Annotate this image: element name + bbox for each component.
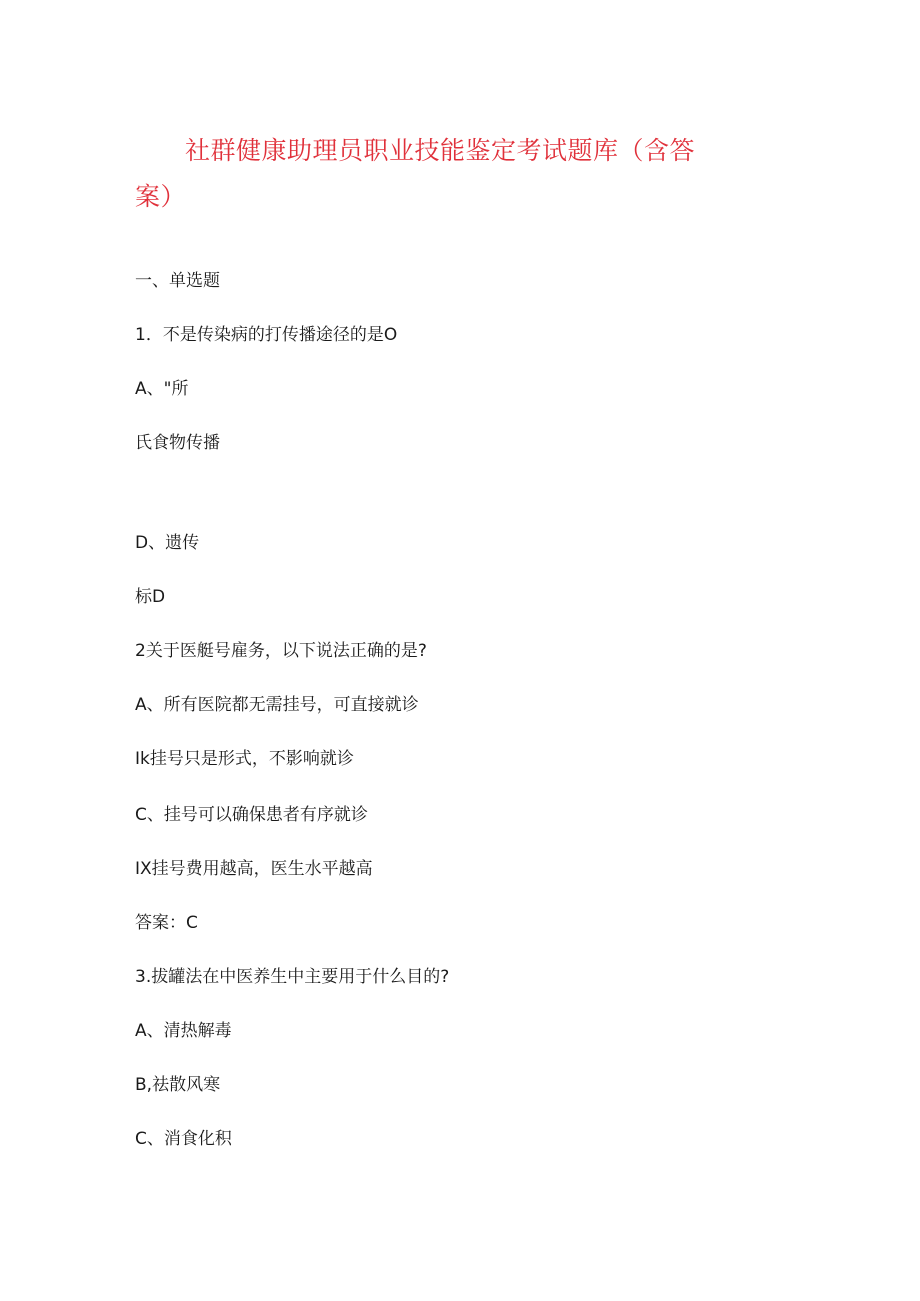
- question-2-option-c: C、挂号可以确保患者有序就诊: [135, 805, 368, 825]
- section-heading: 一、单选题: [135, 271, 220, 291]
- question-3-option-c: C、消食化积: [135, 1129, 232, 1149]
- document-title: 社群健康助理员职业技能鉴定考试题库（含答案）: [135, 136, 696, 211]
- question-2-option-a: A、所有医院都无需挂号，可直接就诊: [135, 695, 419, 715]
- question-1-answer: 标D: [135, 587, 166, 607]
- question-2-answer: 答案：C: [135, 913, 198, 933]
- question-1-option-a: A、"所: [135, 379, 189, 399]
- question-3-option-b: B,祛散风寒: [135, 1075, 221, 1095]
- question-2-option-d: IX挂号费用越高，医生水平越高: [135, 859, 373, 879]
- question-1-stem: 1．不是传染病的打传播途径的是O: [135, 325, 398, 345]
- question-2-option-b: Ik挂号只是形式，不影响就诊: [135, 749, 354, 769]
- question-2-stem: 2关于医艇号雇务，以下说法正确的是?: [135, 641, 427, 661]
- question-1-option-d: D、遗传: [135, 533, 200, 553]
- question-3-option-a: A、清热解毒: [135, 1021, 232, 1041]
- question-3-stem: 3.拔罐法在中医养生中主要用于什么目的?: [135, 967, 450, 987]
- question-1-option-b: 氏食物传播: [135, 433, 220, 453]
